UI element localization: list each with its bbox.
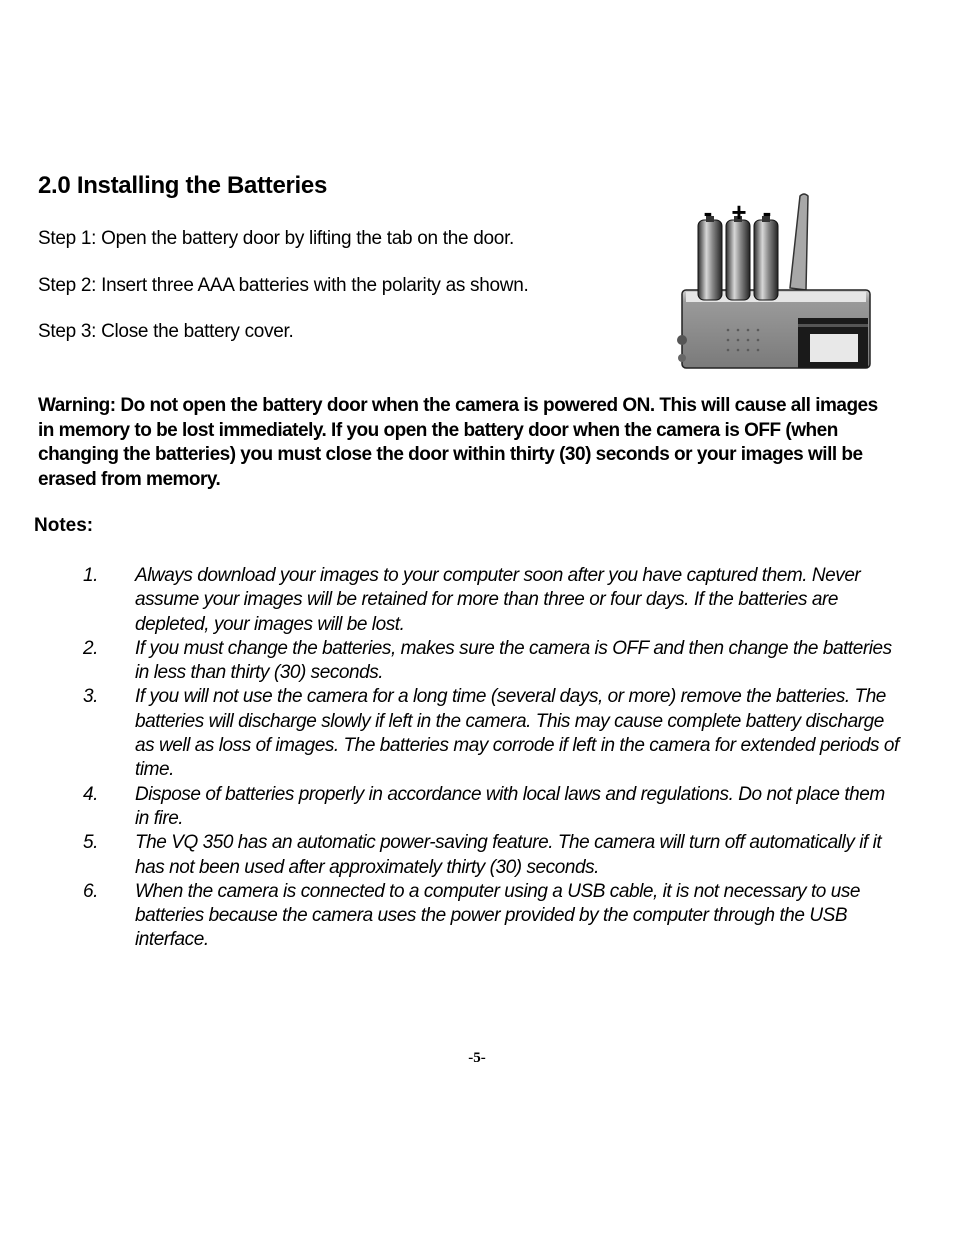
polarity-middle: + [731,197,747,227]
list-item [80,783,900,832]
list-item [80,564,900,637]
note-number: 6. [83,880,98,902]
page-number: -5- [468,1050,486,1066]
list-item [80,637,900,686]
note-number: 2. [83,637,98,659]
note-text: Always download your images to your computer soon after you have captured them. Never assume your images will be retained for more than three or four days. If the batteries are depleted, your images will be lost. [135,565,861,635]
note-text: The VQ 350 has an automatic power-saving feature. The camera will turn off automatically if it has not been used after approximately thirty (30) seconds. [135,832,882,878]
note-text: When the camera is connected to a computer using a USB cable, it is not necessary to use batteries because the camera uses the power provided by the computer through the USB interface. [135,880,861,951]
polarity-left: - [703,197,713,227]
list-item [80,685,900,782]
camera-battery-illustration [648,190,874,374]
step-2: Step 2: Insert three AAA batteries with the polarity as shown. [38,275,529,296]
notes-heading: Notes: [34,515,94,536]
list-item [80,880,900,953]
list-item [80,831,900,880]
section-title: 2.0 Installing the Batteries [38,172,328,199]
note-number: 3. [83,686,98,708]
polarity-right: - [762,197,772,227]
note-number: 4. [83,783,98,805]
step-3: Step 3: Close the battery cover. [38,321,294,342]
notes-list [80,564,900,953]
note-number: 5. [83,832,98,854]
note-text: If you must change the batteries, makes sure the camera is OFF and then change the batteries in less than thirty (30) seconds. [135,637,892,684]
battery-installation-photo [648,190,874,374]
note-text: If you will not use the camera for a long time (several days, or more) remove the batteries. The batteries will discharge slowly if left in the camera. This may cause complete battery discharge as well as loss of images. The batteries may corrode if left in the camera for extended periods of time. [135,686,899,781]
note-number: 1. [83,565,98,586]
step-1: Step 1: Open the battery door by lifting the tab on the door. [38,228,515,249]
warning-text: Warning: Do not open the battery door when the camera is powered ON. This will cause all images in memory to be lost immediately. If you open the battery door when the camera is OFF (when changing the batteries) you must close the door within thirty (30) seconds or your images will be erased from memory. [38,395,878,490]
note-text: Dispose of batteries properly in accordance with local laws and regulations. Do not place them in fire. [135,783,885,829]
